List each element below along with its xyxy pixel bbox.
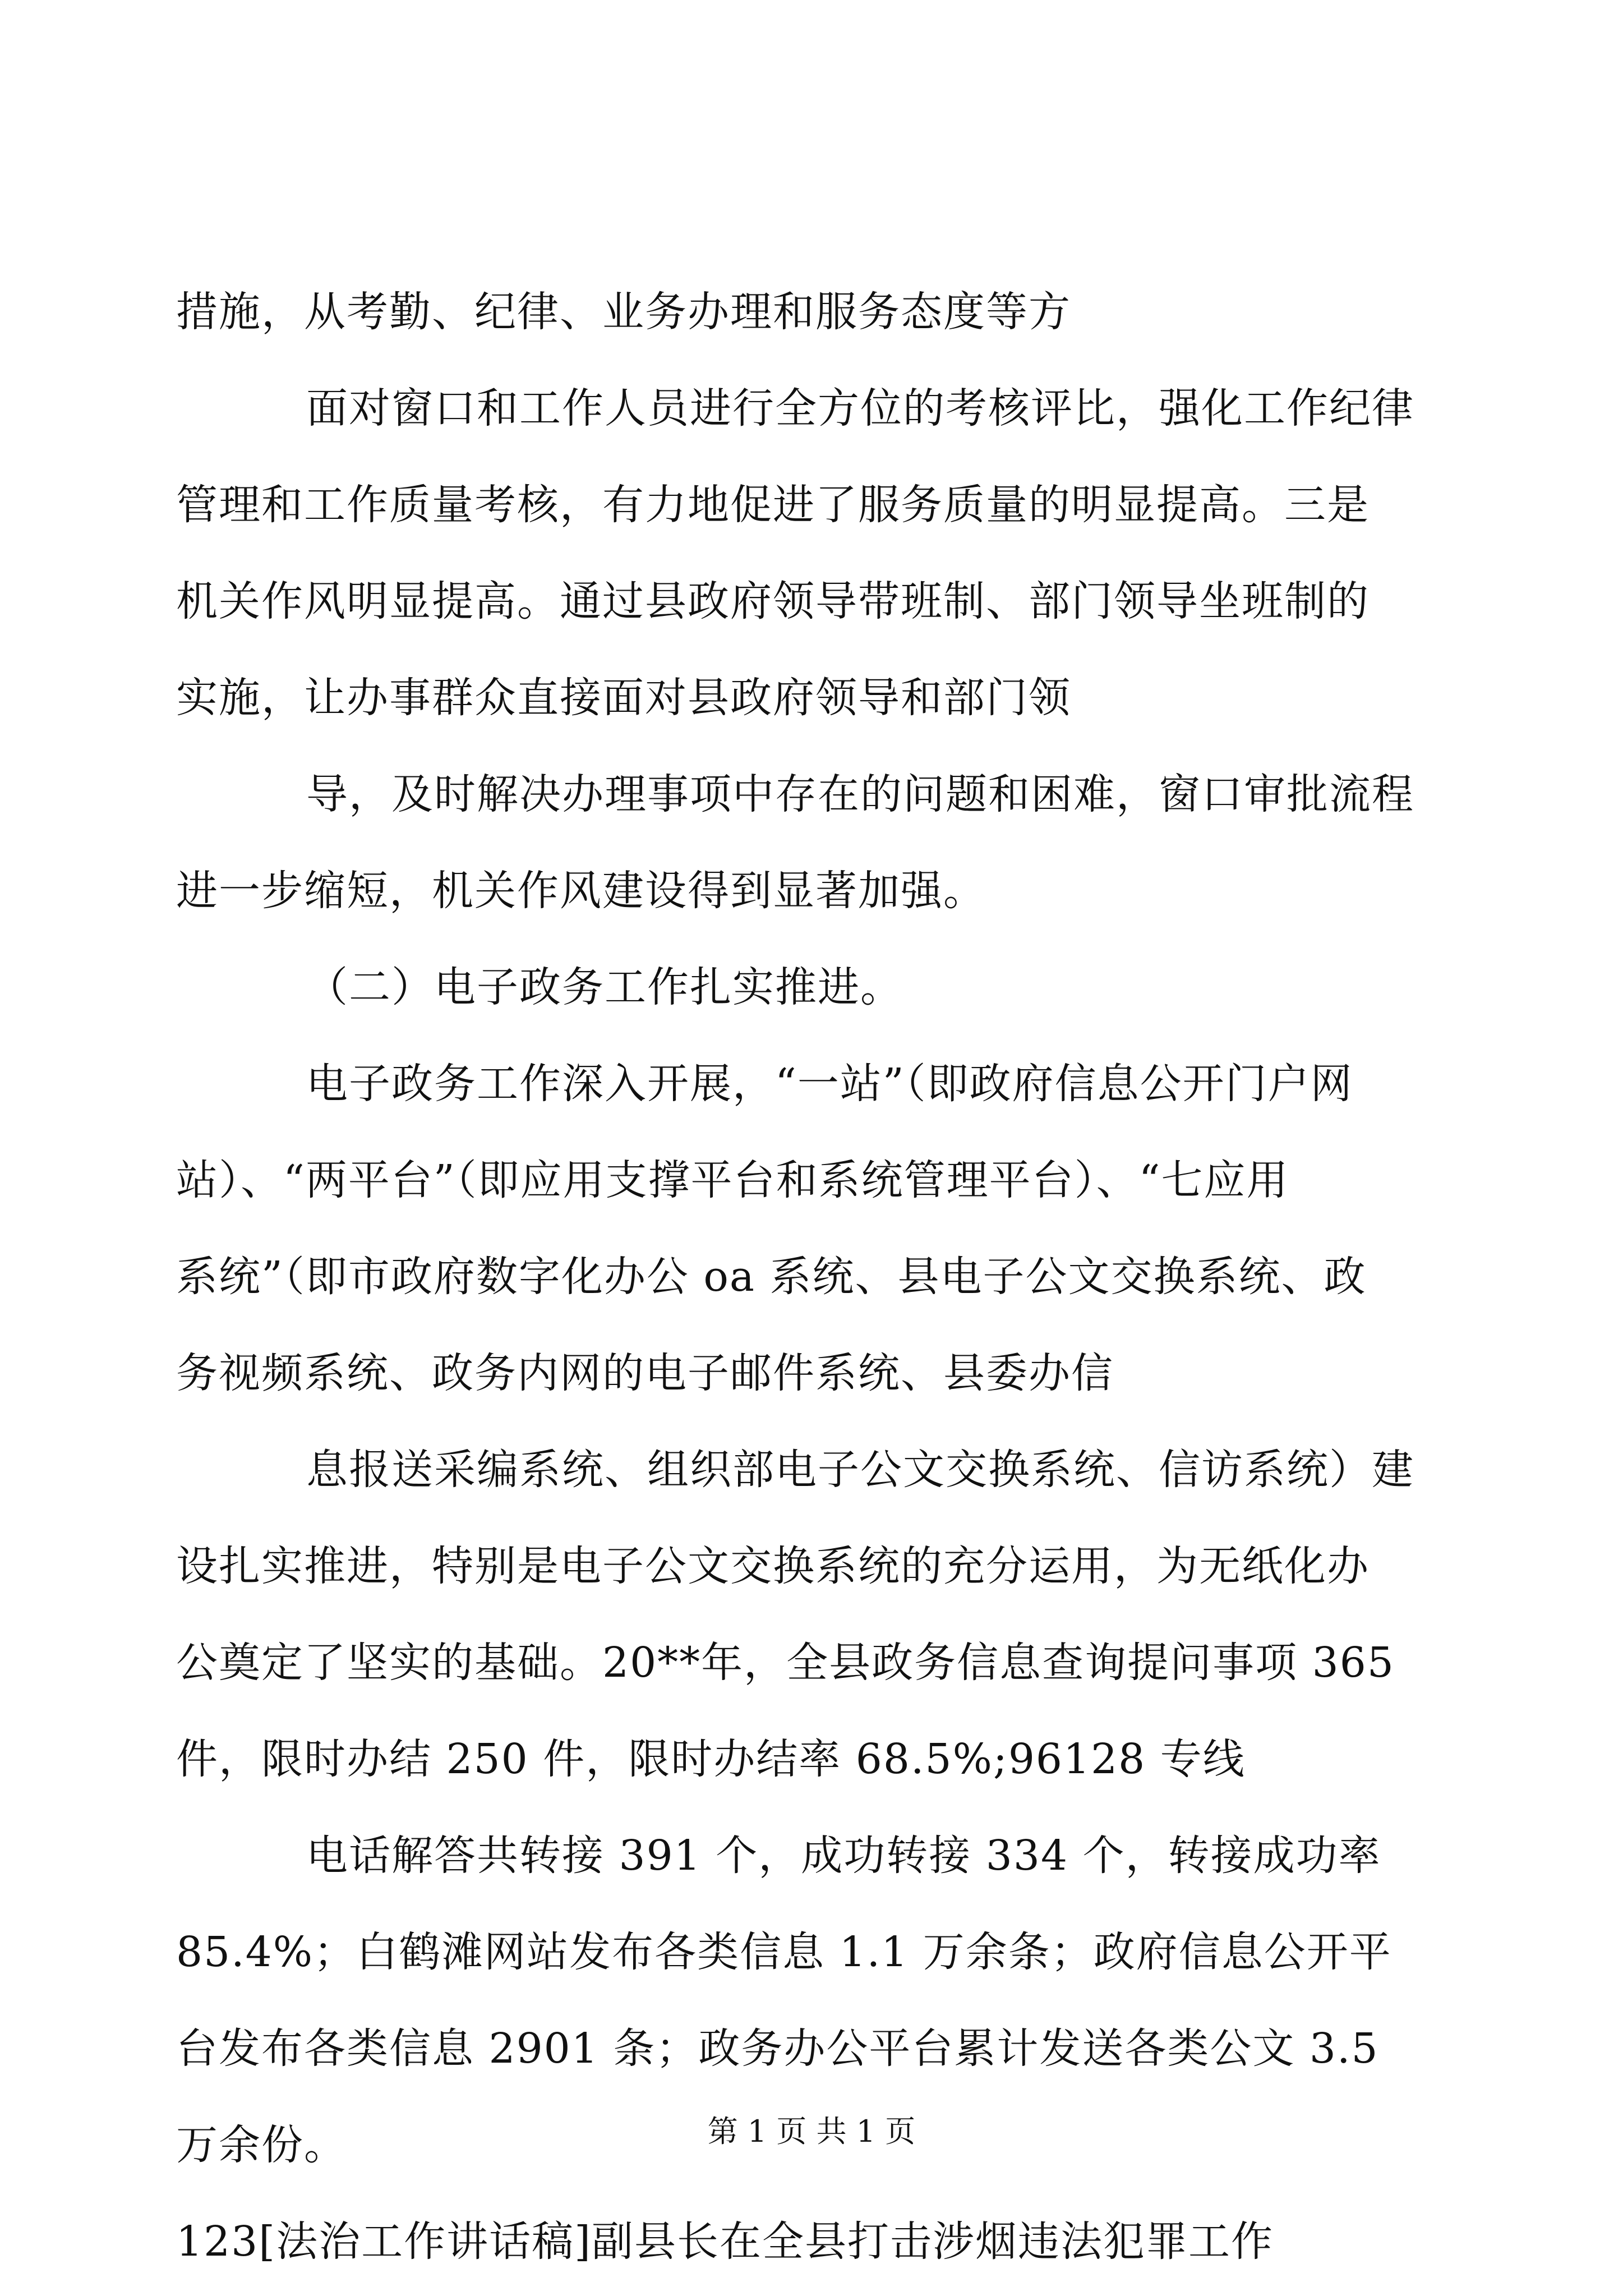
text-line: 公奠定了坚实的基础。20**年，全县政务信息查询提问事项 365: [176, 1639, 1395, 1687]
text-line: 万余份。: [176, 2121, 347, 2169]
text-line: 息报送采编系统、组织部电子公文交换系统、信访系统）建: [306, 1446, 1414, 1494]
text-line: 进一步缩短，机关作风建设得到显著加强。: [176, 867, 986, 915]
page-number-footer: 第 1 页 共 1 页: [707, 2114, 916, 2149]
text-line: 务视频系统、政务内网的电子邮件系统、县委办信: [176, 1349, 1114, 1397]
text-line: 123[法治工作讲话稿]副县长在全县打击涉烟违法犯罪工作: [176, 2217, 1274, 2266]
text-line: 实施，让办事群众直接面对县政府领导和部门领: [176, 674, 1071, 722]
document-body: [176, 264, 1432, 2290]
text-line: 导，及时解决办理事项中存在的问题和困难，窗口审批流程: [306, 770, 1414, 818]
text-line: 85.4%；白鹤滩网站发布各类信息 1.1 万余条；政府信息公开平: [176, 1928, 1392, 1976]
text-line: 机关作风明显提高。通过县政府领导带班制、部门领导坐班制的: [176, 577, 1370, 625]
text-line: 面对窗口和工作人员进行全方位的考核评比，强化工作纪律: [306, 384, 1414, 432]
text-line: 设扎实推进，特别是电子公文交换系统的充分运用，为无纸化办: [176, 1542, 1370, 1590]
text-line: 电子政务工作深入开展，“一站”（即政府信息公开门户网: [306, 1060, 1353, 1108]
section-heading: （二）电子政务工作扎实推进。: [306, 963, 903, 1011]
text-line: 管理和工作质量考核，有力地促进了服务质量的明显提高。三是: [176, 481, 1370, 529]
text-line: 系统”（即市政府数字化办公 oa 系统、县电子公文交换系统、政: [176, 1253, 1367, 1301]
text-line: 台发布各类信息 2901 条；政务办公平台累计发送各类公文 3.5: [176, 2024, 1379, 2073]
text-line: 件，限时办结 250 件，限时办结率 68.5%;96128 专线: [176, 1735, 1246, 1783]
text-line: 站）、“两平台”（即应用支撑平台和系统管理平台）、“七应用: [176, 1156, 1289, 1204]
text-line: 措施，从考勤、纪律、业务办理和服务态度等方: [176, 288, 1071, 336]
text-line: 电话解答共转接 391 个，成功转接 334 个，转接成功率: [306, 1832, 1381, 1880]
